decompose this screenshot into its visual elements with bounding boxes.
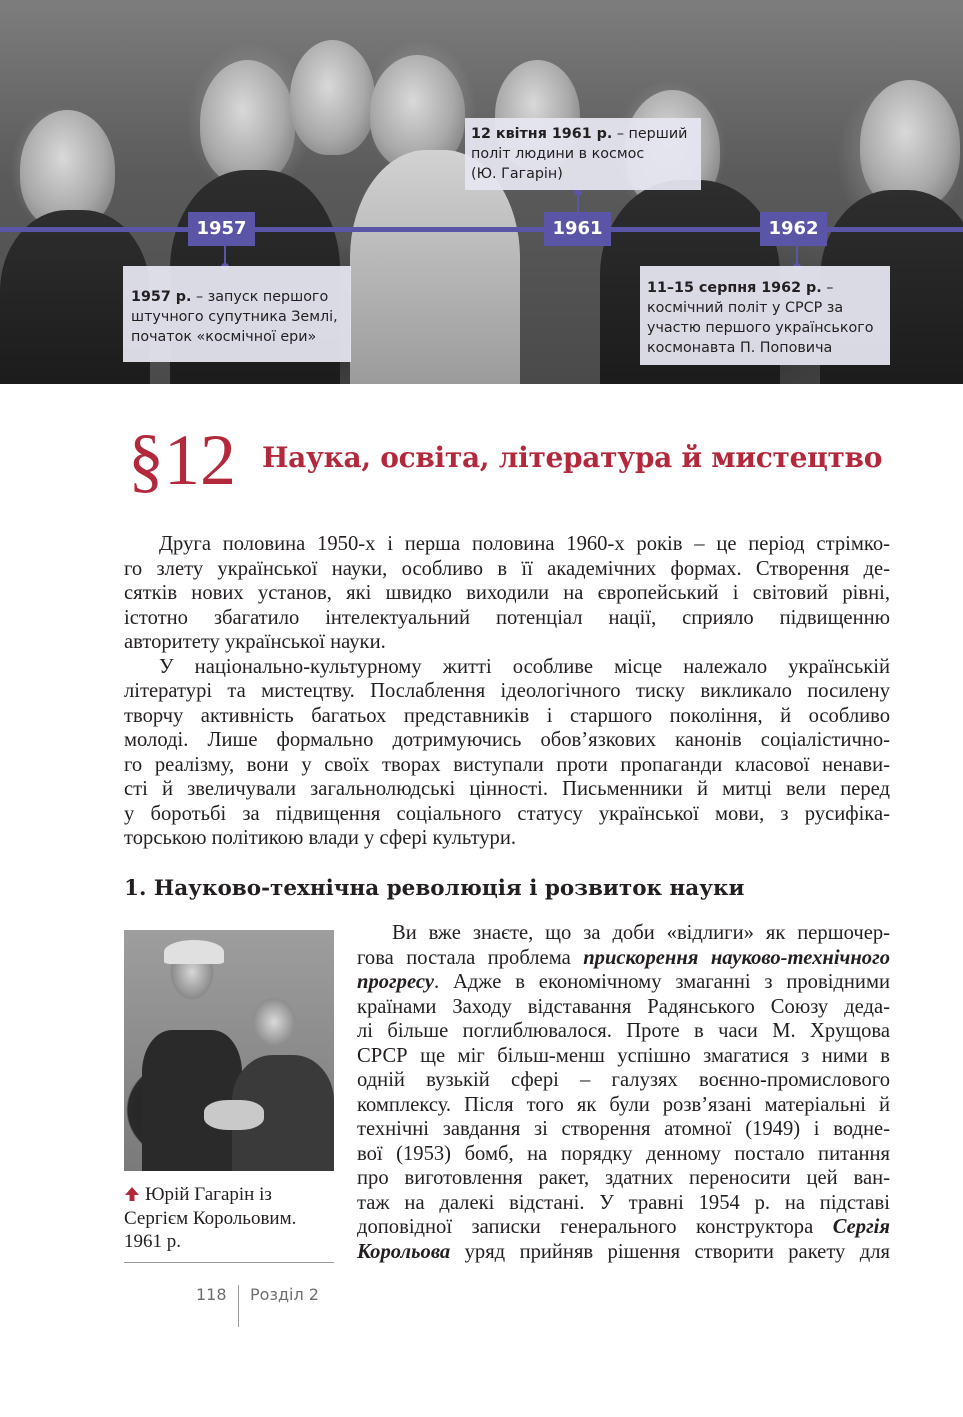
text-line: у боротьбі за підвищення соціального статусу української мови, з русифіка-	[124, 802, 890, 825]
text-segment: –	[821, 280, 834, 296]
text-line	[357, 1019, 890, 1044]
photo-figure	[200, 60, 295, 185]
text-segment: Ви вже знаєте, що за доби «відлиги» як першочер-	[392, 922, 890, 944]
bold-text: 12 квітня 1961 р.	[471, 126, 613, 142]
text-line	[357, 1191, 890, 1216]
timeline-event-1961	[465, 118, 701, 190]
text-line: істотно збагатило інтелектуальний потенціал нації, сприяло підвищенню	[124, 606, 890, 629]
text-line	[357, 1068, 890, 1093]
page-number: 118	[196, 1285, 227, 1304]
text-line: У національно-культурному житті особливе місце належало українській	[159, 655, 890, 678]
text-line	[357, 1093, 890, 1118]
timeline-event-line	[647, 278, 890, 298]
bold-text: 1957 р.	[131, 289, 192, 305]
text-segment: комплексу. Після того як були розв’язані матеріальні й	[357, 1093, 890, 1116]
text-line	[357, 1142, 890, 1167]
text-segment: політ людини в космос	[471, 146, 645, 162]
timeline-event-1962	[640, 266, 890, 365]
timeline-year-1957: 1957	[188, 212, 255, 246]
header-photo	[0, 0, 963, 384]
text-segment: одній вузькій сфері – галузях воєнно-промислового	[357, 1069, 890, 1091]
text-line: авторитету української науки.	[124, 631, 386, 653]
timeline-event-line	[471, 164, 701, 184]
text-segment: космічний політ у СРСР за	[647, 300, 844, 316]
text-line: Друга половина 1950-х і перша половина 1960-х років – це період стрімко-	[159, 533, 890, 555]
text-line: творчу активність багатьох представників і старшого покоління, й особливо	[124, 704, 890, 727]
photo-caption-line: 1961 р.	[124, 1231, 181, 1252]
text-segment: – перший	[612, 126, 688, 142]
text-segment: (Ю. Гагарін)	[471, 166, 563, 182]
text-segment: країнами Заходу відставання Радянського Союзу деда-	[357, 995, 890, 1018]
text-line: молоді. Лише формально дотримуючись обов’язкових канонів соціалістично-	[124, 729, 890, 751]
text-line: го реалізму, вони у своїх творах виступали проти пропаганди класової ненави-	[124, 753, 890, 776]
text-segment: про виготовлення ракет, здатних переносити цей ван-	[357, 1167, 890, 1189]
arrow-up-icon	[124, 1185, 140, 1209]
text-segment: доповідної записки генерального конструктора	[357, 1216, 833, 1238]
text-line	[357, 1117, 890, 1142]
text-segment: таж на далекі відстані. У травні 1954 р. на підставі	[357, 1191, 890, 1214]
text-segment: початок «космічної ери»	[131, 329, 317, 345]
photo-gagarin-korolev	[124, 930, 334, 1171]
text-segment: вої (1953) бомб, на порядку денному постало питання	[357, 1142, 890, 1165]
timeline-event-line	[131, 307, 351, 327]
text-line	[357, 1215, 890, 1240]
text-segment: СРСР ще міг більш-менш успішно змагатися з ними в	[357, 1044, 890, 1067]
section-label: Розділ 2	[250, 1285, 319, 1304]
timeline-event-line	[647, 338, 890, 358]
emphasis-text: прискорення науково-технічного	[583, 946, 890, 969]
timeline-year-1962: 1962	[760, 212, 827, 246]
text-line	[357, 995, 890, 1020]
text-segment: . Адже в економічному змаганні з провідними	[433, 971, 890, 993]
timeline-event-line	[471, 144, 701, 164]
text-line: сті й звеличували загальнолюдські цінності. Письменники й митці вели перед	[124, 778, 890, 800]
text-segment: штучного супутника Землі,	[131, 309, 338, 325]
timeline-event-line	[647, 298, 890, 318]
text-line	[392, 921, 890, 946]
text-line	[357, 1044, 890, 1069]
section-heading: 1. Науково-технічна революція і розвиток науки	[124, 876, 745, 901]
paragraph-number: §12	[128, 420, 236, 500]
emphasis-text: прогресу	[357, 971, 434, 993]
text-segment: уряд прийняв рішення створити ракету для	[450, 1240, 890, 1263]
footer-divider	[238, 1285, 239, 1327]
text-segment: технічні завдання зі створення атомної (1949) і водне-	[357, 1118, 890, 1140]
bold-text: 11–15 серпня 1962 р.	[647, 280, 822, 296]
caption-text: Юрій Гагарін із	[145, 1184, 272, 1205]
text-segment: космонавта П. Поповича	[647, 340, 833, 356]
text-line: торською політикою влади у сфері культури.	[124, 827, 516, 849]
timeline-event-line	[131, 327, 351, 347]
text-line: го злету української науки, особливо в її академічних формах. Створення де-	[124, 557, 890, 580]
text-segment: – запуск першого	[191, 289, 329, 305]
text-segment: участю першого українського	[647, 320, 874, 336]
text-line: літературі та мистецтву. Послаблення ідеологічного тиску викликало посилену	[124, 680, 890, 702]
text-line	[357, 946, 890, 971]
photo-figure	[290, 40, 375, 155]
text-line	[357, 1166, 890, 1191]
timeline-year-1961: 1961	[544, 212, 611, 246]
text-line: сятків нових установ, які швидко виходили на європейський і світовий рівні,	[124, 582, 890, 604]
photo-caption-line	[124, 1183, 336, 1209]
timeline-event-line	[131, 287, 351, 307]
timeline-event-line	[647, 318, 890, 338]
paragraph-title: Наука, освіта, література й мистецтво	[262, 441, 883, 474]
text-segment: гова постала проблема	[357, 946, 584, 969]
emphasis-text: Корольова	[357, 1240, 451, 1263]
text-line	[357, 1240, 890, 1265]
emphasis-text: Сергія	[832, 1216, 890, 1238]
text-segment: лі більше поглиблювалося. Проте в часи М. Хрущова	[357, 1020, 890, 1042]
caption-divider	[124, 1262, 334, 1263]
photo-caption-line: Сергієм Корольовим.	[124, 1207, 297, 1229]
timeline-event-1957	[123, 266, 351, 362]
text-line	[357, 970, 890, 995]
timeline-event-line	[471, 124, 701, 144]
